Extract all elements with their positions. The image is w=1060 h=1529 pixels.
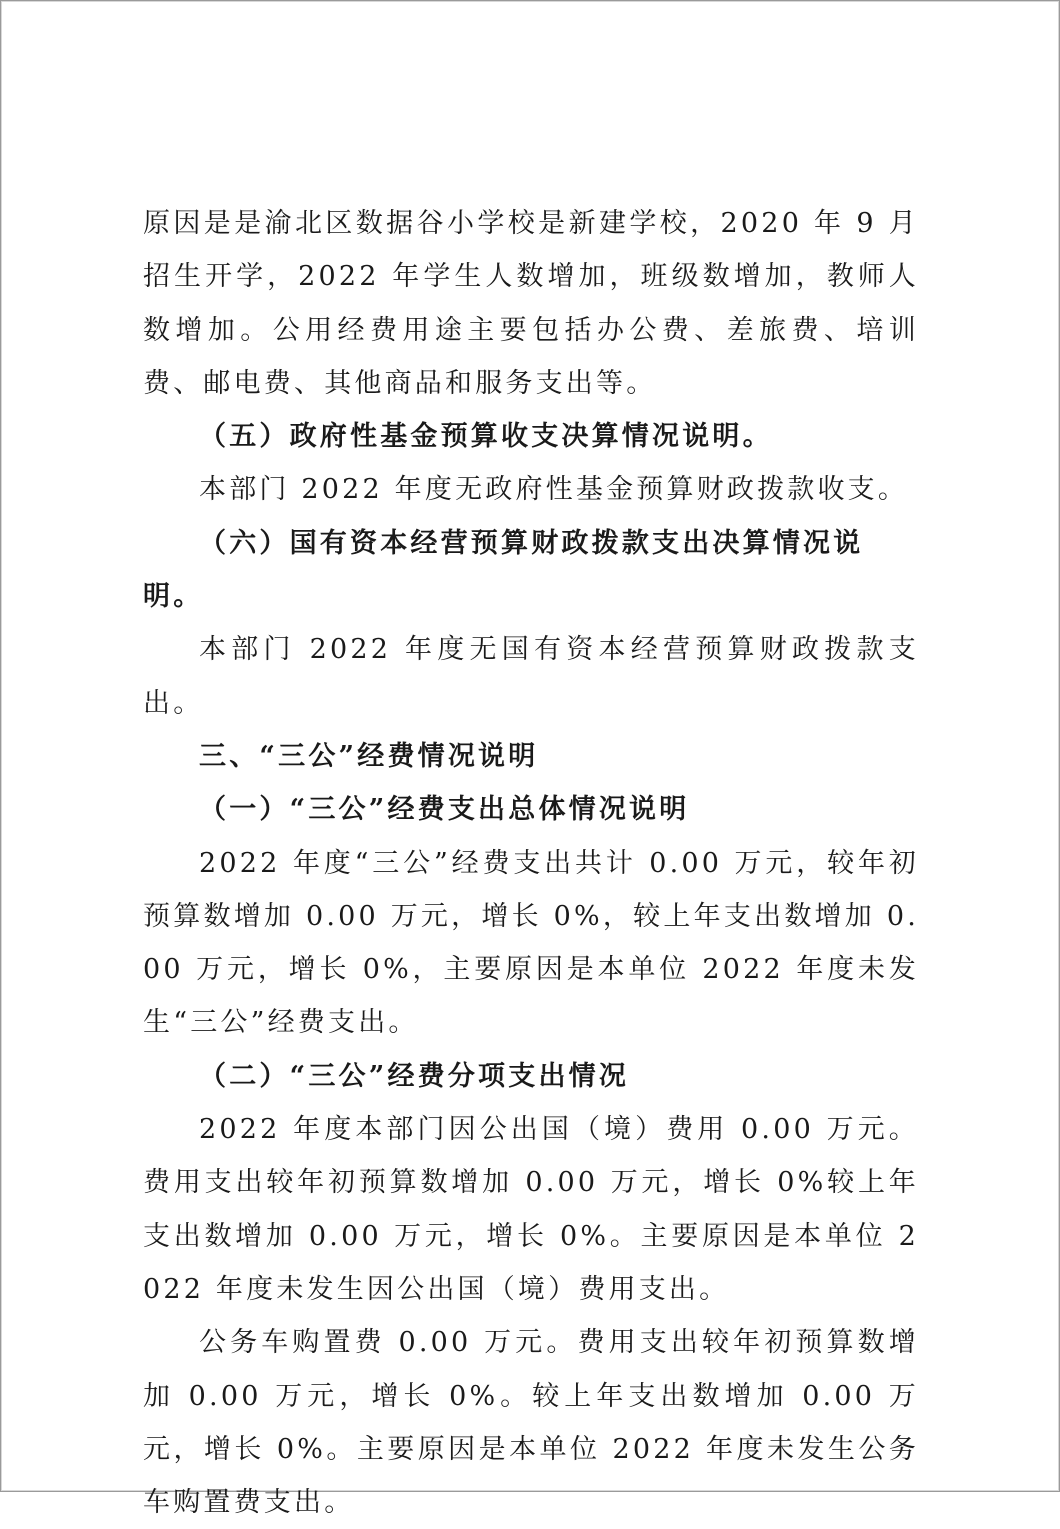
heading-overall-expenses: （一）“三公”经费支出总体情况说明	[199, 794, 690, 826]
paragraph-overall-expenses: 2022 年度“三公”经费支出共计 0.00 万元，较年初预算数增加 0.00 万元，增长 0%，较上年支出数增加 0.00 万元，增长 0%，主要原因是本单位 2022 年度未发生“三公”经费支出。	[143, 847, 919, 1039]
heading-three-public-expenses: 三、“三公”经费情况说明	[199, 740, 539, 772]
paragraph-government-fund: 本部门 2022 年度无政府性基金预算财政拨款收支。	[199, 474, 909, 506]
heading-itemized-expenses: （二）“三公”经费分项支出情况	[199, 1060, 630, 1092]
paragraph-continuation: 原因是是渝北区数据谷小学校是新建学校，2020 年 9 月招生开学，2022 年学生人数增加，班级数增加，教师人数增加。公用经费用途主要包括办公费、差旅费、培训费、邮电费、其他商品和服务支出等。	[143, 208, 919, 399]
paragraph-overseas-travel: 2022 年度本部门因公出国（境）费用 0.00 万元。费用支出较年初预算数增加 0.00 万元，增长 0%较上年支出数增加 0.00 万元，增长 0%。主要原因是本单位 2022 年度未发生因公出国（境）费用支出。	[143, 1114, 919, 1305]
document-body	[143, 197, 919, 1529]
heading-state-capital: （六）国有资本经营预算财政拨款支出决算情况说明。	[143, 527, 864, 613]
heading-government-fund: （五）政府性基金预算收支决算情况说明。	[199, 421, 773, 453]
paragraph-vehicle-purchase: 公务车购置费 0.00 万元。费用支出较年初预算数增加 0.00 万元，增长 0%。较上年支出数增加 0.00 万元，增长 0%。主要原因是本单位 2022 年度未发生公务车购置费支出。	[143, 1327, 919, 1519]
paragraph-state-capital: 本部门 2022 年度无国有资本经营预算财政拨款支出。	[143, 634, 919, 719]
